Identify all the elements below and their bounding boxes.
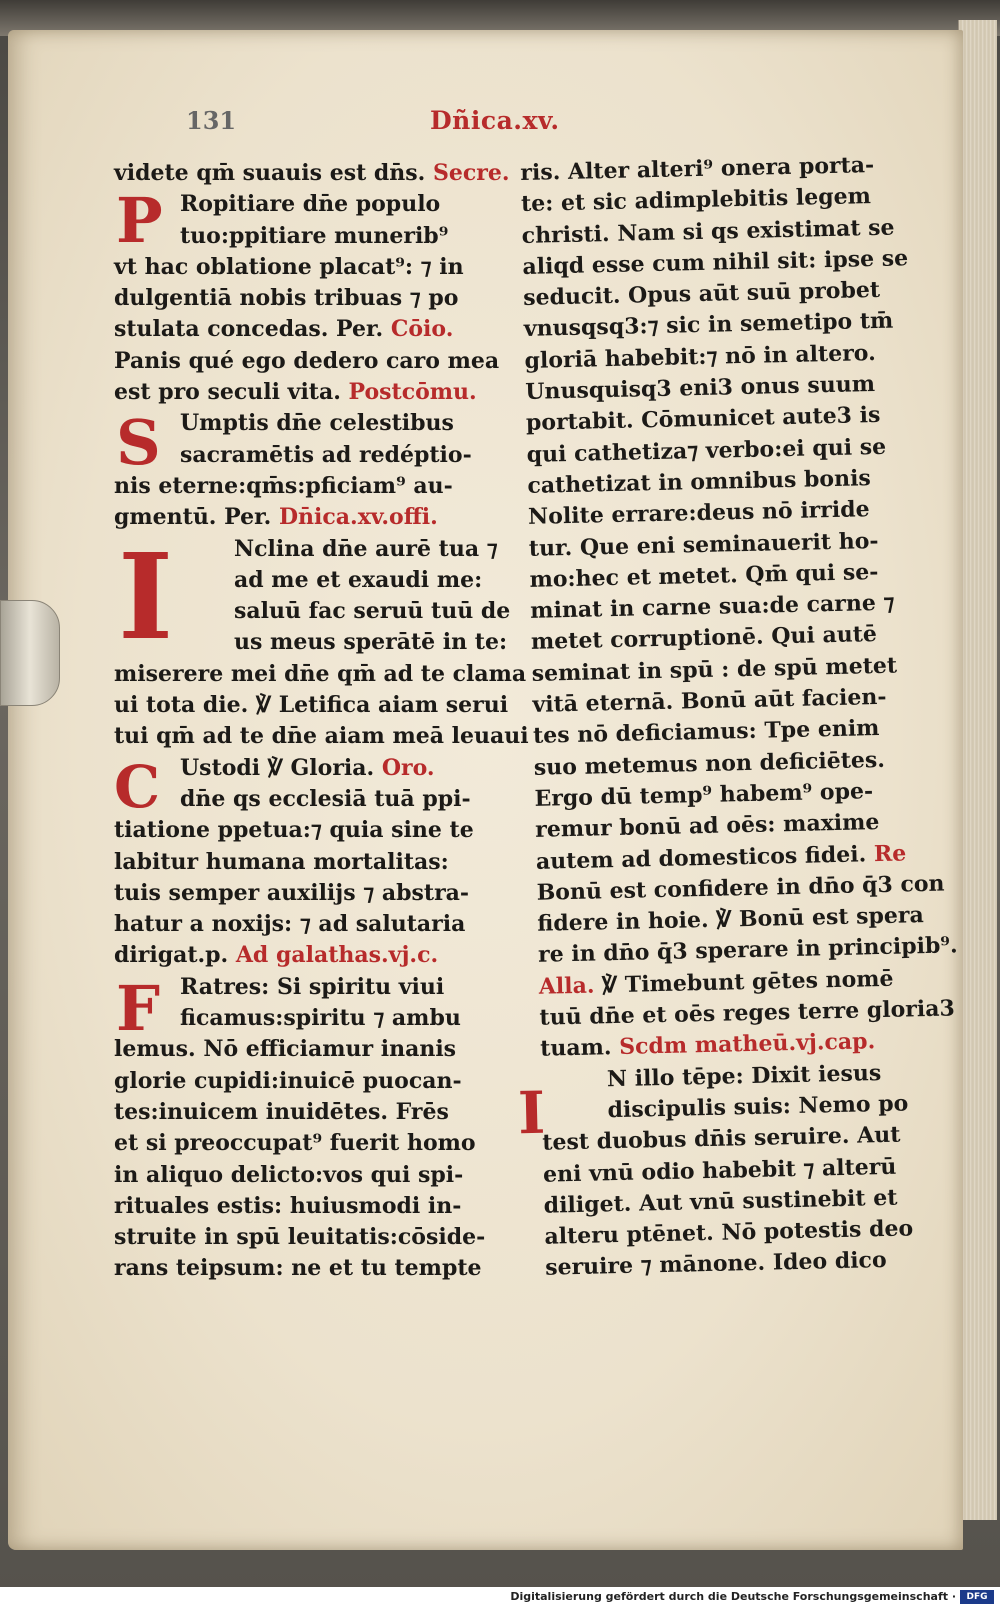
line-text: glorie cupidi:inuicē puocan- bbox=[114, 1067, 462, 1094]
line-text: ℣ Timebunt gētes nomē bbox=[601, 965, 894, 999]
line-text: Nolite errare:deus nō irride bbox=[527, 496, 870, 531]
line-text: gloriā habebit:⁊ nō in altero. bbox=[524, 339, 876, 374]
line-text: vt hac oblatione placat⁹: ⁊ in bbox=[114, 253, 464, 280]
page-stack-edge bbox=[958, 20, 997, 1520]
text-line bbox=[114, 346, 500, 377]
text-line bbox=[114, 1191, 494, 1222]
text-line bbox=[114, 815, 494, 846]
rubric-text: Alla. bbox=[538, 972, 603, 1000]
line-text: rituales estis: huiusmodi in- bbox=[114, 1192, 462, 1219]
rubric-text: Oro. bbox=[374, 754, 435, 781]
text-line bbox=[114, 972, 494, 1003]
line-text: autem ad domesticos fidei. bbox=[535, 840, 867, 875]
line-text: seruire ⁊ mānone. Ideo dico bbox=[544, 1247, 887, 1282]
line-text: mo:hec et metet. Qm̄ qui se- bbox=[529, 558, 879, 593]
line-text: tuo:ppitiare munerib⁹ bbox=[180, 222, 449, 249]
text-line bbox=[114, 502, 494, 533]
text-line bbox=[114, 940, 494, 971]
line-text: vitā eternā. Bonū aūt facien- bbox=[532, 683, 887, 718]
line-text: Ustodi ℣ Gloria. bbox=[180, 754, 375, 781]
line-text: dn̄e qs ecclesiā tuā ppi- bbox=[180, 785, 471, 812]
line-text: N illo tēpe: Dixit iesus bbox=[606, 1059, 882, 1092]
text-line bbox=[114, 596, 511, 627]
text-line bbox=[114, 377, 494, 408]
line-text: seducit. Opus aūt suū probet bbox=[522, 277, 881, 312]
line-text: cathetizat in omnibus bonis bbox=[527, 465, 872, 499]
line-text: Panis qué ego dedero caro mea bbox=[114, 347, 500, 374]
line-text: rans teipsum: ne et tu tempte bbox=[114, 1255, 482, 1282]
line-text: Unusquisq3 eni3 onus suum bbox=[525, 371, 876, 406]
line-text: vnusqsq3:⁊ sic in semetipo tm̄ bbox=[523, 308, 894, 343]
line-text: aliqd esse cum nihil sit: ipse se bbox=[522, 245, 909, 280]
line-text: labitur humana mortalitas: bbox=[114, 848, 449, 875]
text-line bbox=[114, 158, 510, 189]
line-text: minat in carne sua:de carne ⁊ bbox=[529, 589, 895, 625]
line-text: test duobus dn̄is seruire. Aut bbox=[542, 1121, 901, 1156]
text-line bbox=[114, 1128, 494, 1159]
text-line bbox=[114, 690, 509, 721]
line-text: fidere in hoie. ℣ Bonū est spera bbox=[537, 902, 924, 937]
line-text: Umptis dn̄e celestibus bbox=[180, 410, 454, 437]
text-line bbox=[114, 534, 498, 565]
line-text: tuam. bbox=[539, 1034, 612, 1063]
line-text: tuis semper auxilijs ⁊ abstra- bbox=[114, 879, 470, 906]
text-line bbox=[114, 1034, 494, 1065]
text-line bbox=[114, 252, 494, 283]
rubric-text: Scdm matheū.vj.cap. bbox=[611, 1028, 876, 1061]
text-line bbox=[114, 847, 494, 878]
line-text: ad me et exaudi me: bbox=[234, 566, 483, 593]
text-line bbox=[114, 659, 527, 690]
line-text: tes nō deficiamus: Tpe enim bbox=[532, 715, 880, 750]
rubric-text: Postcōmu. bbox=[340, 379, 477, 406]
line-text: tiatione ppetua:⁊ quia sine te bbox=[114, 817, 474, 844]
text-line bbox=[114, 408, 494, 439]
line-text: est pro seculi vita. bbox=[114, 379, 341, 406]
line-text: re in dn̄o q̄3 sperare in principib⁹. bbox=[537, 932, 958, 969]
line-text: saluū fac seruū tuū de bbox=[234, 598, 511, 625]
text-line bbox=[114, 565, 494, 596]
line-text: te: et sic adimplebitis legem bbox=[520, 183, 872, 218]
line-text: tuū dn̄e et oēs reges terre gloria3 bbox=[539, 995, 956, 1031]
text-line bbox=[114, 1160, 494, 1191]
line-text: nis eterne:qm̄s:pficiam⁹ au- bbox=[114, 472, 453, 499]
line-text: seminat in spū : de spū metet bbox=[531, 652, 898, 687]
text-line bbox=[114, 878, 494, 909]
line-text: us meus sperātē in te: bbox=[234, 629, 508, 656]
line-text: ui tota die. ℣ Letifica aiam serui bbox=[114, 692, 509, 719]
line-text: eni vnū odio habebit ⁊ alterū bbox=[542, 1153, 897, 1188]
text-line bbox=[114, 1253, 494, 1284]
line-text: sacramētis ad redéptio- bbox=[180, 441, 472, 468]
line-text: tui qm̄ ad te dn̄e aiam meā leuaui bbox=[114, 723, 529, 750]
line-text: stulata concedas. Per. bbox=[114, 316, 384, 343]
rubric-text: Re bbox=[865, 839, 907, 867]
line-text: struite in spū leuitatis:cōside- bbox=[114, 1224, 486, 1251]
text-line bbox=[114, 314, 494, 345]
line-text: tes:inuicem inuidētes. Frēs bbox=[114, 1098, 449, 1125]
initial-c: C bbox=[114, 753, 161, 821]
line-text: discipulis suis: Nemo po bbox=[607, 1090, 909, 1124]
line-text: remur bonū ad oēs: maxime bbox=[534, 809, 880, 844]
line-text: dirigat.p. bbox=[114, 942, 229, 969]
book-clasp bbox=[0, 600, 60, 706]
line-text: Bonū est confidere in dn̄o q̄3 con bbox=[536, 870, 945, 906]
line-text: portabit. Cōmunicet aute3 is bbox=[525, 402, 881, 437]
line-text: lemus. Nō efficiamur inanis bbox=[114, 1036, 457, 1063]
line-text: Ratres: Si spiritu viui bbox=[180, 973, 445, 1000]
rubric-text: Cōio. bbox=[383, 316, 454, 343]
text-line bbox=[114, 753, 494, 784]
text-line bbox=[114, 283, 494, 314]
text-line bbox=[114, 1222, 494, 1253]
line-text: et si preoccupat⁹ fuerit homo bbox=[114, 1130, 476, 1157]
left-text-column bbox=[114, 158, 529, 1285]
text-line bbox=[114, 221, 494, 252]
line-text: metet corruptionē. Qui autē bbox=[530, 621, 878, 656]
dfg-logo: DFG bbox=[960, 1590, 994, 1604]
running-head: Dñica.xv. bbox=[430, 106, 560, 135]
line-text: ficamus:spiritu ⁊ ambu bbox=[180, 1005, 461, 1032]
text-line bbox=[114, 440, 494, 471]
initial-f: F bbox=[116, 972, 161, 1045]
line-text: gmentū. Per. bbox=[114, 504, 272, 531]
line-text: dulgentiā nobis tribuas ⁊ po bbox=[114, 285, 459, 312]
text-line bbox=[114, 909, 494, 940]
text-line bbox=[114, 1003, 494, 1034]
initial-p: P bbox=[116, 184, 163, 257]
folio-number: 131 bbox=[186, 106, 237, 135]
line-text: videte qm̄ suauis est dn̄s. bbox=[114, 160, 426, 186]
funding-credit: Digitalisierung gefördert durch die Deutsche Forschungsgemeinschaft · bbox=[510, 1590, 956, 1603]
text-line bbox=[114, 189, 494, 220]
line-text: Ergo dū temp⁹ habem⁹ ope- bbox=[534, 778, 874, 812]
line-text: suo metemus non deficiētes. bbox=[533, 746, 886, 781]
initial-s: S bbox=[116, 406, 161, 479]
initial-i-right: I bbox=[517, 1078, 546, 1148]
line-text: Ropitiare dn̄e populo bbox=[180, 191, 441, 218]
line-text: christi. Nam si qs existimat se bbox=[521, 214, 895, 249]
rubric-text: Ad galathas.vj.c. bbox=[228, 942, 439, 969]
text-line bbox=[114, 721, 529, 752]
line-text: Nclina dn̄e aurē tua ⁊ bbox=[234, 535, 498, 562]
rubric-text: Dn̄ica.xv.offi. bbox=[271, 504, 438, 531]
line-text: qui cathetiza⁊ verbo:ei qui se bbox=[526, 433, 887, 468]
line-text: alteru ptēnet. Nō potestis deo bbox=[544, 1215, 914, 1250]
rubric-text: Secre. bbox=[425, 160, 510, 186]
line-text: in aliquo delicto:vos qui spi- bbox=[114, 1161, 464, 1188]
line-text: diliget. Aut vnū sustinebit et bbox=[543, 1184, 898, 1219]
line-text: hatur a noxijs: ⁊ ad salutaria bbox=[114, 911, 466, 938]
text-line bbox=[114, 1066, 494, 1097]
line-text: ris. Alter alteri⁹ onera porta- bbox=[520, 151, 875, 186]
initial-i: I bbox=[118, 527, 174, 666]
line-text: miserere mei dn̄e qm̄ ad te clama bbox=[114, 660, 527, 687]
text-line bbox=[114, 627, 508, 658]
text-line bbox=[114, 784, 494, 815]
text-line bbox=[114, 1097, 494, 1128]
right-text-column bbox=[520, 149, 958, 1284]
text-line bbox=[114, 471, 494, 502]
line-text: tur. Que eni seminauerit ho- bbox=[528, 527, 879, 562]
